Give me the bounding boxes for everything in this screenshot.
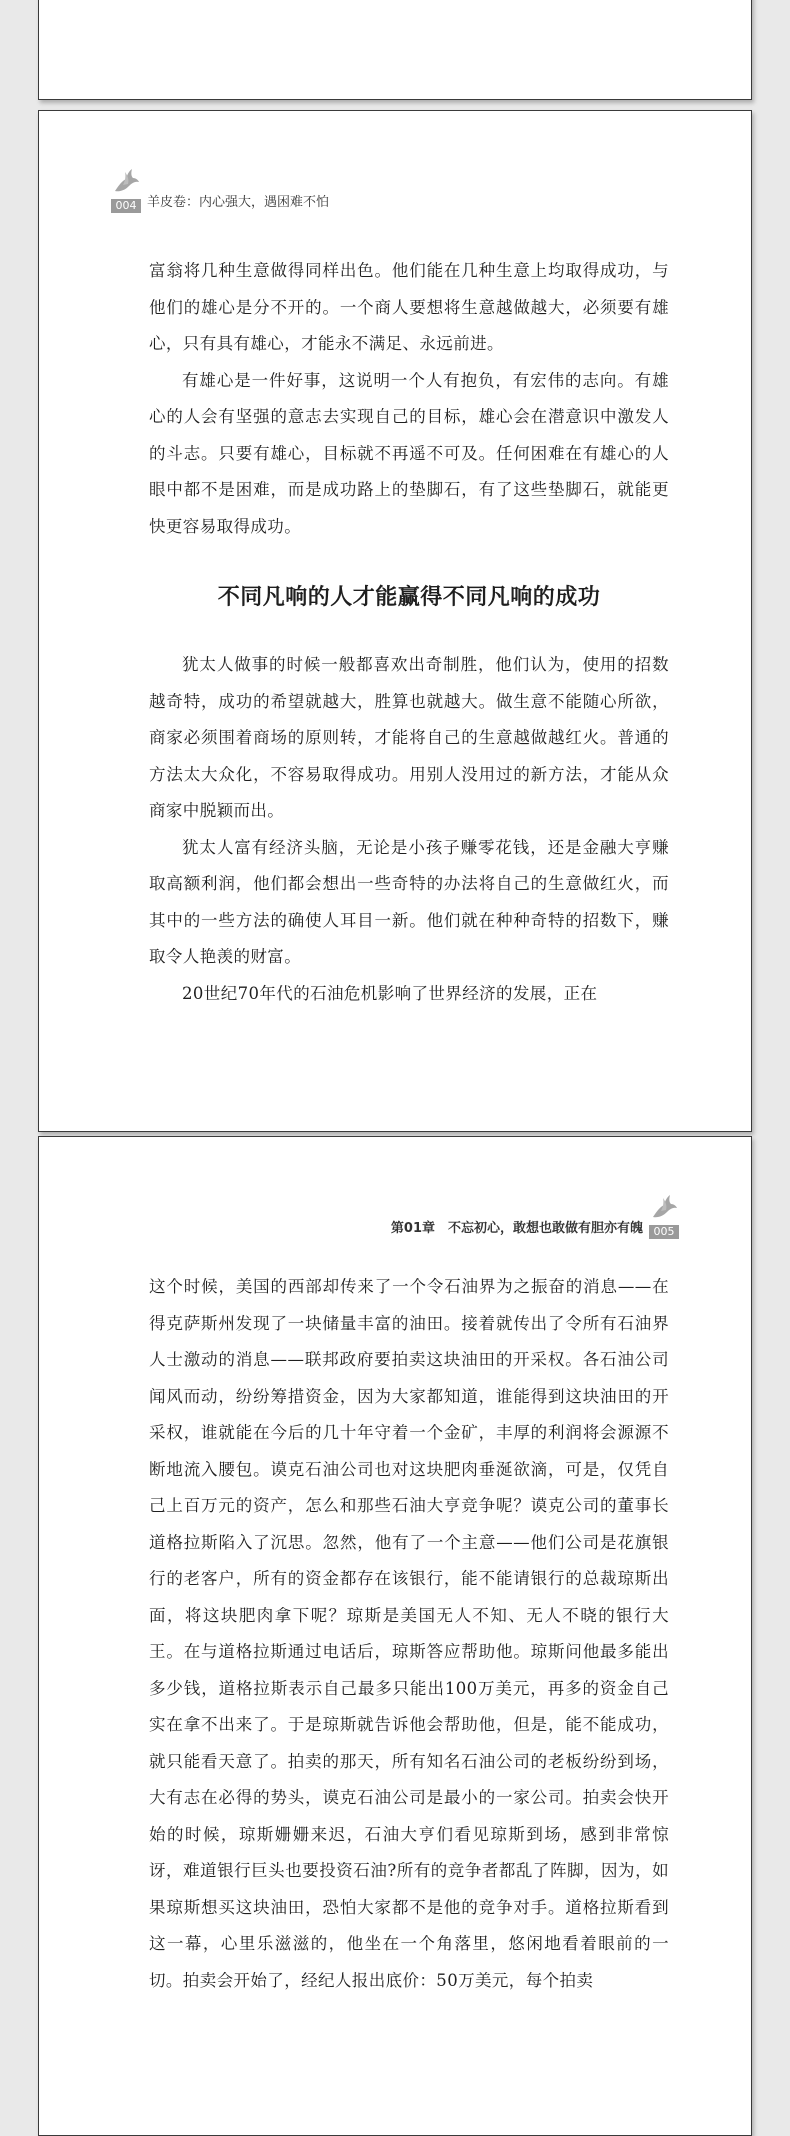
page-header — [111, 169, 411, 219]
paragraph: 富翁将几种生意做得同样出色。他们能在几种生意上均取得成功，与他们的雄心是分不开的。一个商人要想将生意越做越大，必须要有雄心，只有具有雄心，才能永不满足、永远前进。 — [149, 261, 669, 353]
paragraph: 犹太人富有经济头脑，无论是小孩子赚零花钱，还是金融大亨赚取高额利润，他们都会想出一些奇特的办法将自己的生意做红火，而其中的一些方法的确使人耳目一新。他们就在种种奇特的招数下，赚取令人艳羡的财富。 — [149, 837, 669, 966]
page-number: 005 — [649, 1225, 679, 1239]
paragraph: 20世纪70年代的石油危机影响了世界经济的发展，正在 — [182, 983, 598, 1003]
page-header — [359, 1195, 679, 1245]
paragraph: 有雄心是一件好事，这说明一个人有抱负，有宏伟的志向。有雄心的人会有坚强的意志去实现自己的目标，雄心会在潜意识中激发人的斗志。只要有雄心，目标就不再遥不可及。任何困难在有雄心的人眼中都不是困难，而是成功路上的垫脚石，有了这些垫脚石，就能更快更容易取得成功。 — [149, 370, 669, 536]
page-body — [149, 253, 669, 1012]
running-title: 羊皮卷：内心强大，遇困难不怕 — [147, 195, 330, 210]
dove-icon — [111, 169, 141, 197]
page-005 — [38, 1136, 752, 2136]
running-title: 第01章 不忘初心，敢想也敢做有胆亦有魄 — [390, 1221, 643, 1236]
page-004 — [38, 110, 752, 1132]
paragraph: 犹太人做事的时候一般都喜欢出奇制胜，他们认为，使用的招数越奇特，成功的希望就越大，胜算也就越大。做生意不能随心所欲，商家必须围着商场的原则转，才能将自己的生意越做越红火。普通的方法太大众化，不容易取得成功。用别人没用过的新方法，才能从众商家中脱颖而出。 — [149, 655, 669, 820]
paragraph: 这个时候，美国的西部却传来了一个令石油界为之振奋的消息——在得克萨斯州发现了一块储量丰富的油田。接着就传出了令所有石油界人士激动的消息——联邦政府要拍卖这块油田的开采权。各石油公司闻风而动，纷纷筹措资金，因为大家都知道，谁能得到这块油田的开采权，谁就能在今后的几十年守着一个金矿，丰厚的利润将会源源不断地流入腰包。谟克石油公司也对这块肥肉垂涎欲滴，可是，仅凭自己上百万元的资产，怎么和那些石油大亨竞争呢？谟克公司的董事长道格拉斯陷入了沉思。忽然，他有了一个主意——他们公司是花旗银行的老客户，所有的资金都存在该银行，能不能请银行的总裁琼斯出面，将这块肥肉拿下呢？琼斯是美国无人不知、无人不晓的银行大王。在与道格拉斯通过电话后，琼斯答应帮助他。琼斯问他最多能出多少钱，道格拉斯表示自己最多只能出100万美元，再多的资金自己实在拿不出来了。于是琼斯就告诉他会帮助他，但是，能不能成功，就只能看天意了。拍卖的那天，所有知名石油公司的老板纷纷到场，大有志在必得的势头，谟克石油公司是最小的一家公司。拍卖会快开始的时候，琼斯姗姗来迟，石油大亨们看见琼斯到场，感到非常惊讶，难道银行巨头也要投资石油?所有的竞争者都乱了阵脚，因为，如果琼斯想买这块油田，恐怕大家都不是他的竞争对手。道格拉斯看到这一幕，心里乐滋滋的，他坐在一个角落里，悠闲地看着眼前的一切。拍卖会开始了，经纪人报出底价：50万美元，每个拍卖 — [149, 1277, 669, 1990]
dove-icon — [649, 1195, 679, 1223]
page-number: 004 — [111, 199, 141, 213]
section-title: 不同凡响的人才能赢得不同凡响的成功 — [217, 584, 601, 610]
previous-page — [38, 0, 752, 100]
page-body — [149, 1269, 669, 1999]
